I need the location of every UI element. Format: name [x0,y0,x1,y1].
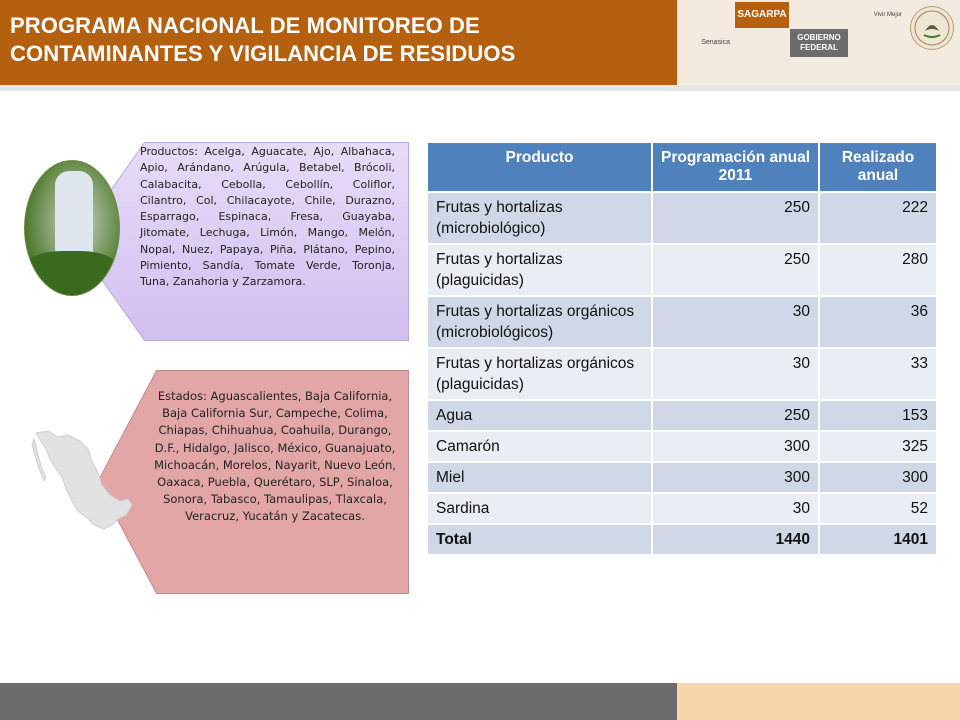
mexico-map-icon [28,425,138,540]
cell-programacion: 250 [652,400,819,431]
productos-text: Productos: Acelga, Aguacate, Ajo, Albahaca, Apio, Arándano, Arúgula, Betabel, Brócoli, Calabacita, Cebolla, Cebollín, Coliflor, Cilantro, Col, Chilacayote, Chile, Durazno, Esparrago, Espinaca, Fresa, Guayaba, Jitomate, Lechuga, Limón, Mango, Melón, Nopal, Nuez, Papaya, Piña, Plátano, Pepino, Pimiento, Sandía, Tomate Verde, Toronja, Tuna, Zanahoria y Zarzamora. [140,145,395,289]
plants [24,251,120,296]
title-line-1: PROGRAMA NACIONAL DE MONITOREO DE [10,13,480,38]
mexico-seal-icon [910,6,954,50]
cell-realizado: 300 [819,462,937,493]
cell-programacion: 250 [652,192,819,244]
cell-programacion: 30 [652,296,819,348]
estados-text: Estados: Aguascalientes, Baja California, Baja California Sur, Campeche, Colima, Chiapas, Chihuahua, Coahuila, Durango, D.F., Hidalgo, Jalisco, México, Guanajuato, Michoacán, Morelos, Nayarit, Nuevo León, Oaxaca, Puebla, Querétaro, SLP, Sinaloa, Sonora, Tabasco, Tamaulipas, Tlaxcala, Veracruz, Yucatán y Zacatecas. [154,389,396,524]
cell-producto: Frutas y hortalizas (microbiológico) [427,192,652,244]
cell-producto: Frutas y hortalizas (plaguicidas) [427,244,652,296]
cell-realizado: 52 [819,493,937,524]
table-row [427,462,937,493]
cell-programacion: 30 [652,493,819,524]
table-header-row [427,142,937,192]
col-header-realizado: Realizado anual [819,142,937,192]
gobierno-line-1: GOBIERNO [797,33,841,42]
col-header-programacion [652,142,819,192]
prog-header-line-2: 2011 [718,167,753,184]
cell-total-programacion: 1440 [652,524,819,555]
gobierno-line-2: FEDERAL [800,43,838,52]
page-title [10,12,515,68]
monitoring-table [427,142,937,555]
cell-producto: Miel [427,462,652,493]
title-line-2: CONTAMINANTES Y VIGILANCIA DE RESIDUOS [10,41,516,66]
title-banner [0,0,677,85]
cell-producto: Frutas y hortalizas orgánicos (plaguicidas) [427,348,652,400]
cell-realizado: 325 [819,431,937,462]
cell-programacion: 250 [652,244,819,296]
col-header-producto: Producto [427,142,652,192]
cell-producto: Agua [427,400,652,431]
cell-realizado: 153 [819,400,937,431]
table-row [427,493,937,524]
table-row [427,348,937,400]
header-divider [0,85,960,91]
cell-realizado: 36 [819,296,937,348]
table-row [427,244,937,296]
cell-total-realizado: 1401 [819,524,937,555]
footer-bar [0,683,677,720]
cell-producto: Sardina [427,493,652,524]
cell-producto: Frutas y hortalizas orgánicos (microbiológicos) [427,296,652,348]
vivir-mejor-logo: Vivir Mejor [873,12,902,18]
cell-programacion: 30 [652,348,819,400]
gobierno-federal-logo [790,29,848,57]
cell-programacion: 300 [652,462,819,493]
cell-total-label: Total [427,524,652,555]
prog-header-line-1: Programación anual [660,149,810,166]
footer-accent [677,683,960,720]
cell-realizado: 280 [819,244,937,296]
cell-realizado: 222 [819,192,937,244]
eagle-seal-icon [911,7,953,49]
cell-producto: Camarón [427,431,652,462]
sagarpa-logo: SAGARPA [735,2,789,28]
table-row [427,431,937,462]
cell-realizado: 33 [819,348,937,400]
cell-programacion: 300 [652,431,819,462]
table-row [427,192,937,244]
worker-photo [24,160,120,296]
total-row [427,524,937,555]
table-row [427,400,937,431]
table-row [427,296,937,348]
senasica-logo: Senasica [701,39,730,46]
